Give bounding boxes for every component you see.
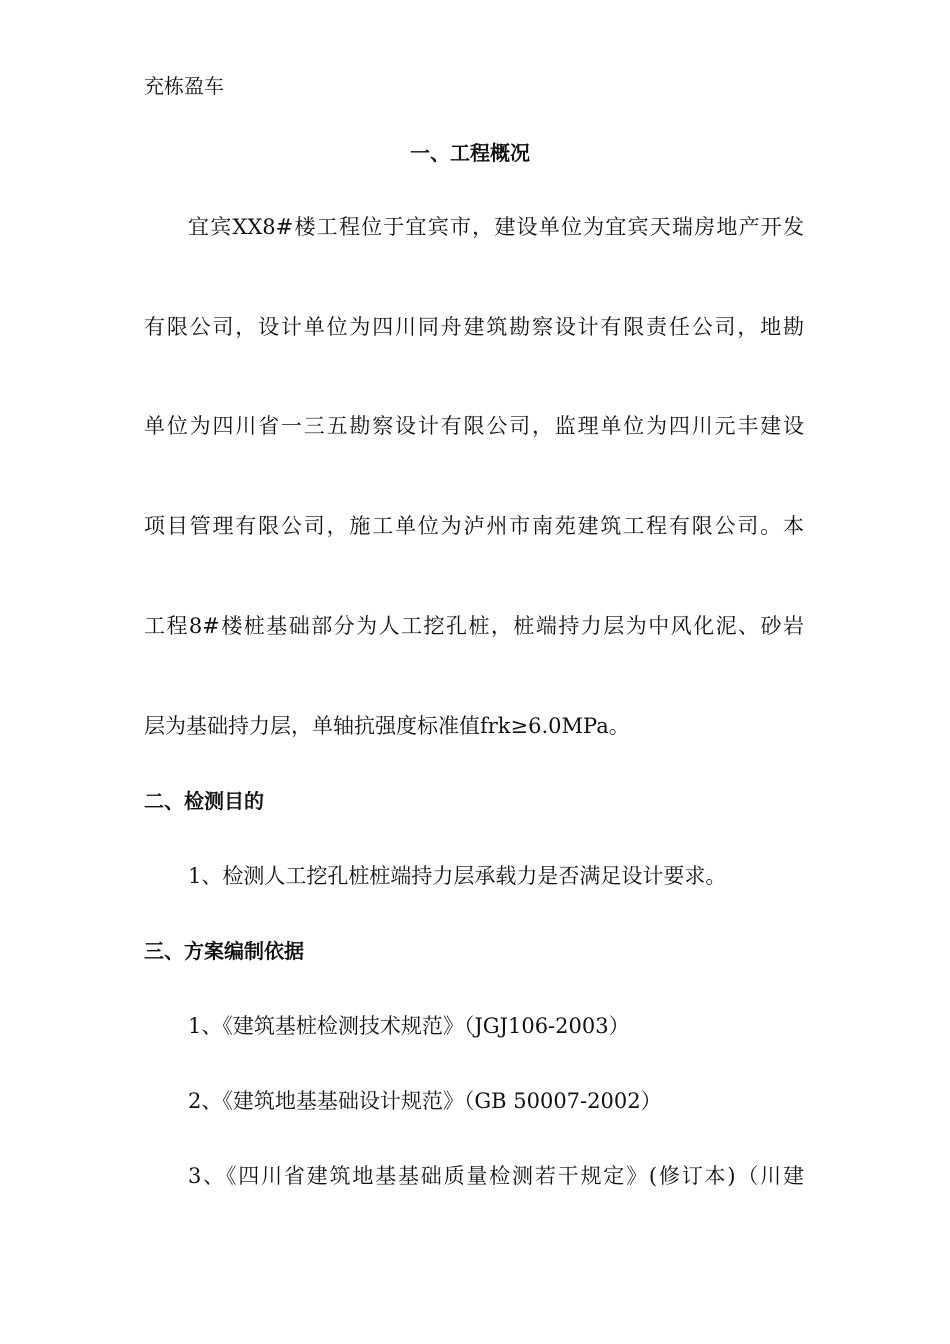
list-item: 1、《建筑基桩检测技术规范》（JGJ106-2003）	[188, 1014, 630, 1038]
paragraph-line: 层为基础持力层，单轴抗强度标准值frk≥6.0MPa。	[144, 714, 630, 738]
list-item: 2、《建筑地基基础设计规范》（GB 50007-2002）	[188, 1089, 662, 1113]
section-heading-project-overview: 一、工程概况	[410, 141, 530, 165]
paragraph-line: 宜宾XX8#楼工程位于宜宾市，建设单位为宜宾天瑞房地产开发	[188, 215, 804, 239]
paragraph-line: 单位为四川省一三五勘察设计有限公司，监理单位为四川元丰建设	[144, 414, 804, 438]
list-item: 1、检测人工挖孔桩桩端持力层承载力是否满足设计要求。	[188, 864, 727, 888]
paragraph-line: 有限公司，设计单位为四川同舟建筑勘察设计有限责任公司，地勘	[144, 315, 804, 339]
list-item: 3、《四川省建筑地基基础质量检测若干规定》(修订本)（川建	[188, 1164, 804, 1188]
paragraph-line: 项目管理有限公司，施工单位为泸州市南苑建筑工程有限公司。本	[144, 514, 804, 538]
page-header-text: 充栋盈车	[144, 74, 224, 98]
section-heading-basis: 三、方案编制依据	[144, 939, 304, 963]
section-heading-test-purpose: 二、检测目的	[144, 789, 264, 813]
paragraph-line: 工程8#楼桩基础部分为人工挖孔桩，桩端持力层为中风化泥、砂岩	[144, 614, 804, 638]
